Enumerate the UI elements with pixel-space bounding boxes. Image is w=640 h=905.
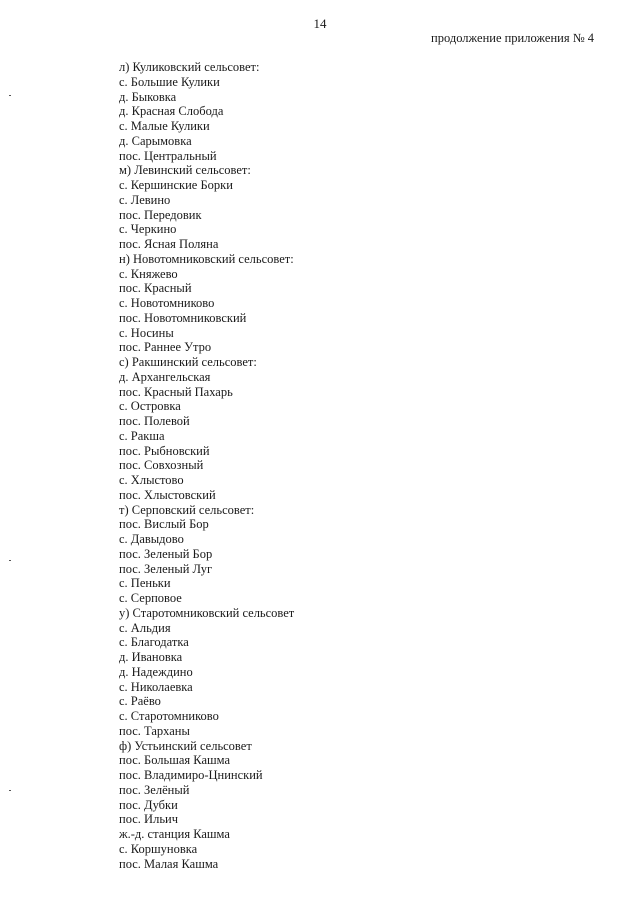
list-item: с. Малые Кулики bbox=[119, 119, 210, 133]
list-item: пос. Дубки bbox=[119, 797, 178, 812]
list-item: н) Новотомниковский сельсовет: bbox=[119, 251, 294, 266]
list-item: пос. Новотомниковский bbox=[119, 310, 247, 325]
list-item: пос. Красный Пахарь bbox=[119, 384, 233, 399]
list-item: д. Быковка bbox=[119, 89, 177, 104]
list-item: с. Княжево bbox=[119, 266, 178, 281]
list-item: д. Сарымовка bbox=[119, 133, 192, 148]
appendix-note: продолжение приложения № 4 bbox=[431, 31, 594, 45]
list-item: у) Старотомниковский сельсовет bbox=[119, 605, 295, 620]
list-item: пос. Малая Кашма bbox=[119, 856, 219, 871]
list-item: пос. Совхозный bbox=[119, 458, 204, 473]
list-item: пос. Большая Кашма bbox=[119, 753, 231, 768]
list-item: пос. Тарханы bbox=[119, 723, 190, 738]
list-item: ж.-д. станция Кашма bbox=[119, 827, 230, 841]
list-item: м) Левинский сельсовет: bbox=[119, 163, 251, 178]
settlement-list bbox=[119, 60, 294, 871]
list-item: ф) Устьинский сельсовет bbox=[119, 738, 252, 753]
list-item: с. Серповое bbox=[119, 591, 182, 605]
list-item: с. Раёво bbox=[119, 694, 161, 709]
list-item: с. Давыдово bbox=[119, 532, 184, 546]
list-item: с. Альдия bbox=[119, 620, 171, 635]
list-item: с. Носины bbox=[119, 325, 174, 340]
list-item: пос. Хлыстовский bbox=[119, 487, 216, 502]
list-item: с. Большие Кулики bbox=[119, 74, 220, 89]
list-item: с. Островка bbox=[119, 399, 181, 414]
list-item: пос. Зеленый Бор bbox=[119, 546, 213, 561]
list-item: с. Черкино bbox=[119, 222, 177, 237]
scan-speck bbox=[9, 790, 11, 791]
list-item: пос. Владимиро-Цнинский bbox=[119, 768, 263, 782]
list-item: с. Левино bbox=[119, 192, 171, 207]
list-item: с. Пеньки bbox=[119, 576, 171, 591]
list-item: пос. Передовик bbox=[119, 207, 202, 222]
list-item: пос. Ильич bbox=[119, 812, 178, 827]
list-item: д. Ивановка bbox=[119, 650, 183, 664]
list-item: пос. Зеленый Луг bbox=[119, 561, 213, 576]
list-item: т) Серповский сельсовет: bbox=[119, 502, 255, 517]
list-item: с. Новотомниково bbox=[119, 296, 215, 310]
list-item: пос. Вислый Бор bbox=[119, 517, 209, 532]
list-item: с) Ракшинский сельсовет: bbox=[119, 355, 257, 369]
scan-speck bbox=[9, 95, 11, 96]
list-item: д. Надеждино bbox=[119, 664, 193, 679]
list-item: пос. Полевой bbox=[119, 414, 190, 428]
list-item: пос. Зелёный bbox=[119, 782, 190, 797]
list-item: с. Коршуновка bbox=[119, 841, 198, 856]
page-number: 14 bbox=[313, 16, 327, 31]
list-item: пос. Красный bbox=[119, 281, 192, 296]
list-item: с. Ракша bbox=[119, 428, 165, 443]
list-item: с. Благодатка bbox=[119, 635, 189, 650]
list-item: пос. Центральный bbox=[119, 148, 217, 163]
list-item: пос. Рыбновский bbox=[119, 443, 210, 458]
list-item: с. Старотомниково bbox=[119, 709, 219, 723]
list-item: с. Кершинские Борки bbox=[119, 178, 233, 192]
list-item: с. Хлыстово bbox=[119, 473, 184, 487]
list-item: д. Красная Слобода bbox=[119, 104, 224, 119]
list-item: с. Николаевка bbox=[119, 679, 193, 694]
list-item: пос. Ясная Поляна bbox=[119, 237, 219, 251]
list-item: д. Архангельская bbox=[119, 369, 211, 384]
list-item: л) Куликовский сельсовет: bbox=[119, 60, 260, 74]
scan-speck bbox=[9, 560, 11, 561]
list-item: пос. Раннее Утро bbox=[119, 340, 212, 355]
